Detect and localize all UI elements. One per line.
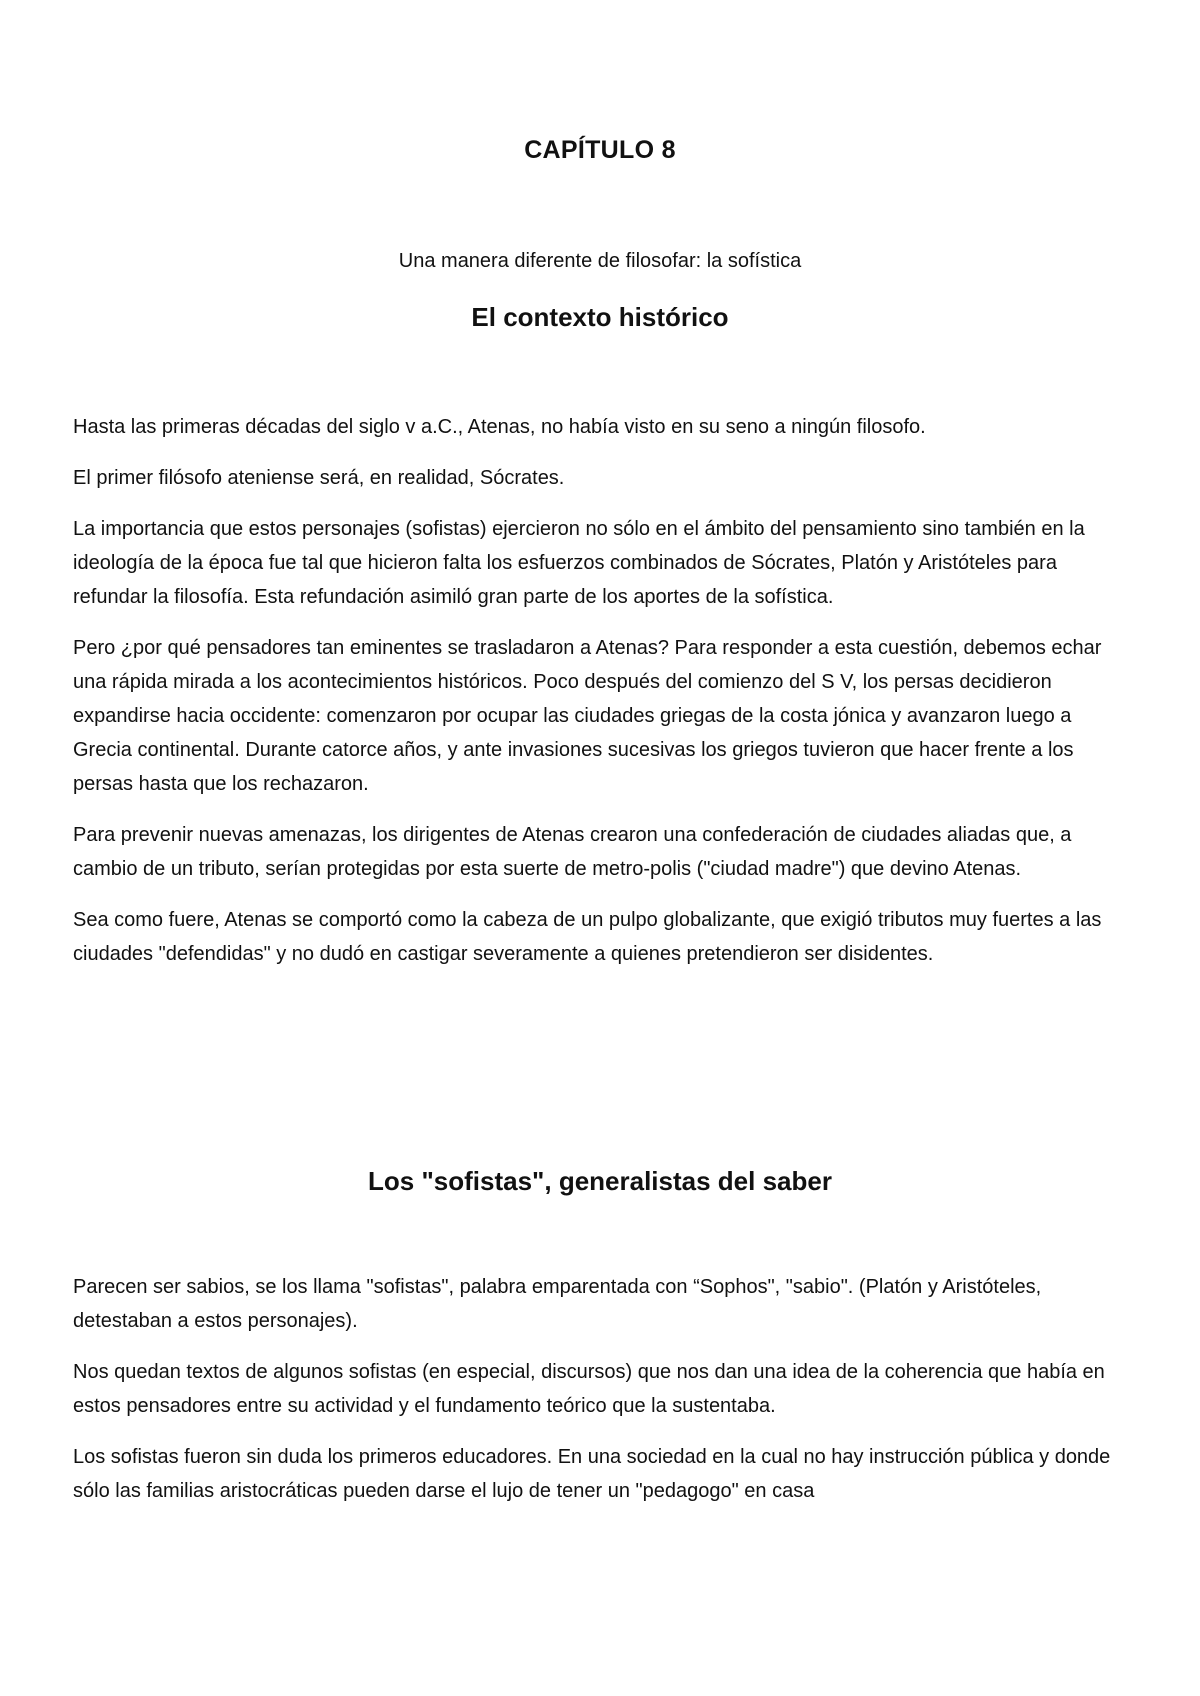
section-body-historical-context xyxy=(73,410,1133,988)
chapter-subtitle: Una manera diferente de filosofar: la sofística xyxy=(398,250,802,272)
paragraph: Pero ¿por qué pensadores tan eminentes se trasladaron a Atenas? Para responder a esta cuestión, debemos echar una rápida mirada a los acontecimientos históricos. Poco después del comienzo del S V, los persas decidieron expandirse hacia occidente: comenzaron por ocupar las ciudades griegas de la costa jónica y avanzaron luego a Grecia continental. Durante catorce años, y ante invasiones sucesivas los griegos tuvieron que hacer frente a los persas hasta que los rechazaron. xyxy=(73,637,1102,795)
paragraph: Nos quedan textos de algunos sofistas (en especial, discursos) que nos dan una idea de la coherencia que había en estos pensadores entre su actividad y el fundamento teórico que la sustentaba. xyxy=(73,1361,1105,1417)
chapter-title: CAPÍTULO 8 xyxy=(524,136,676,164)
section-heading-sophists: Los "sofistas", generalistas del saber xyxy=(368,1166,832,1196)
paragraph: La importancia que estos personajes (sofistas) ejercieron no sólo en el ámbito del pensamiento sino también en la ideología de la época fue tal que hicieron falta los esfuerzos combinados de Sócrates, Platón y Aristóteles para refundar la filosofía. Esta refundación asimiló gran parte de los aportes de la sofística. xyxy=(73,518,1085,608)
section-heading-historical-context: El contexto histórico xyxy=(471,302,729,332)
paragraph: Para prevenir nuevas amenazas, los dirigentes de Atenas crearon una confederación de ciudades aliadas que, a cambio de un tributo, serían protegidas por esta suerte de metro-polis ("ciudad madre") que devino Atenas. xyxy=(73,824,1072,880)
paragraph: Sea como fuere, Atenas se comportó como la cabeza de un pulpo globalizante, que exigió tributos muy fuertes a las ciudades "defendidas" y no dudó en castigar severamente a quienes pretendieron ser disidentes. xyxy=(73,909,1102,965)
paragraph: Parecen ser sabios, se los llama "sofistas", palabra emparentada con “Sophos", "sabio". (Platón y Aristóteles, detestaban a estos personajes). xyxy=(73,1276,1042,1332)
paragraph: Los sofistas fueron sin duda los primeros educadores. En una sociedad en la cual no hay instrucción pública y donde sólo las familias aristocráticas pueden darse el lujo de tener un "pedagogo" en casa xyxy=(73,1446,1111,1502)
section-body-sophists xyxy=(73,1270,1133,1525)
paragraph: El primer filósofo ateniense será, en realidad, Sócrates. xyxy=(73,467,565,489)
paragraph: Hasta las primeras décadas del siglo v a.C., Atenas, no había visto en su seno a ningún filosofo. xyxy=(73,416,926,438)
